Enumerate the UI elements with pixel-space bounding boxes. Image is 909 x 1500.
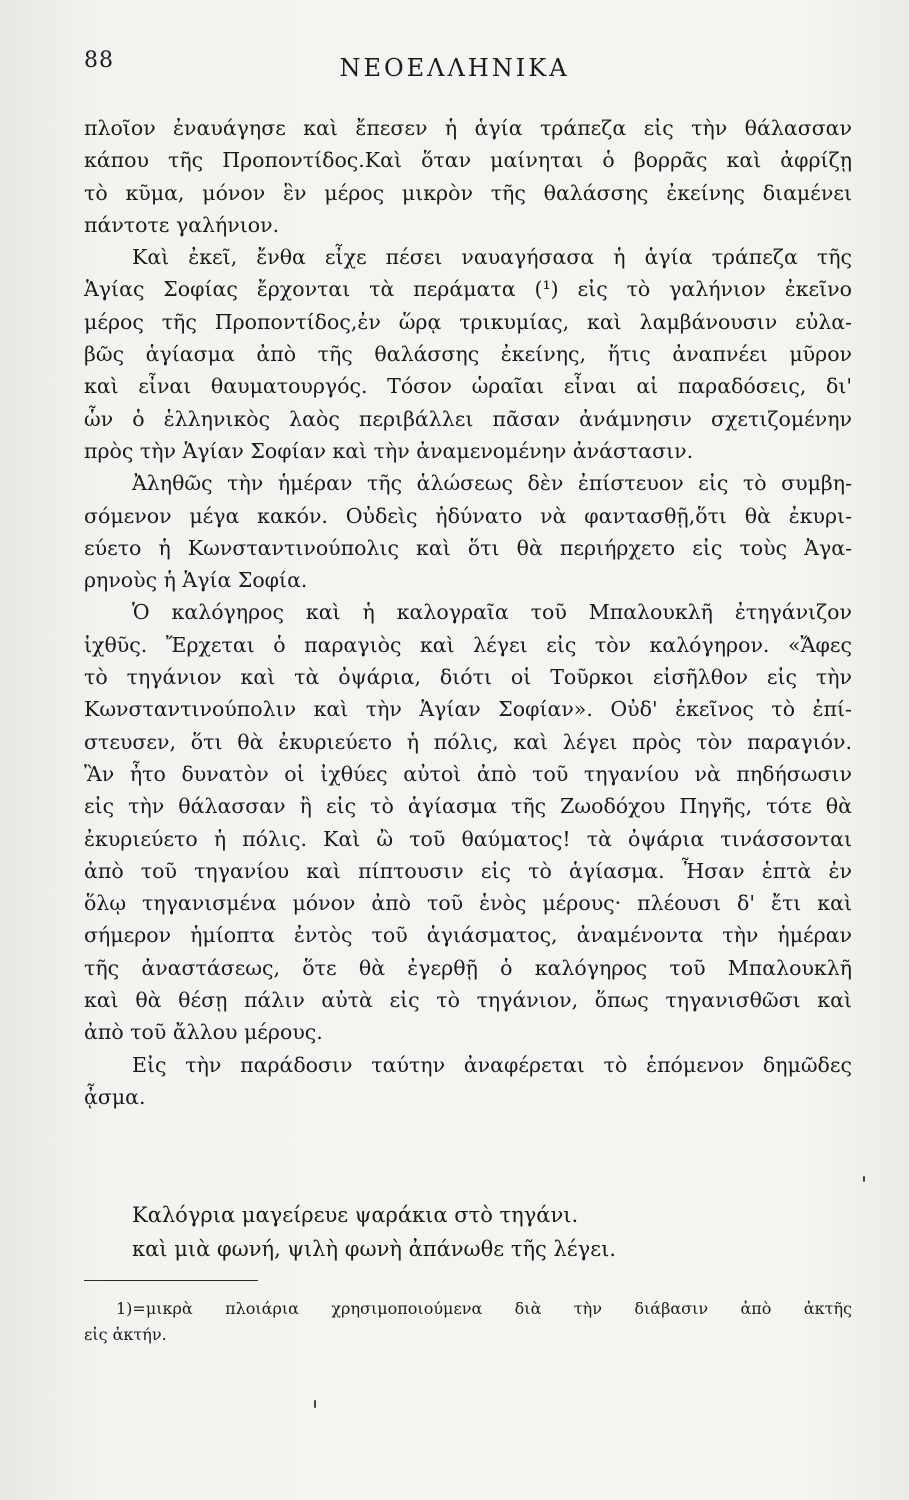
footnote	[84, 1296, 852, 1348]
text-line: τῆς ἀναστάσεως, ὅτε θὰ ἐγερθῇ ὁ καλόγηρος τοῦ Μπαλουκλῆ	[84, 955, 852, 980]
text-line: κάπου τῆς Προποντίδος.Καὶ ὅταν μαίνηται ὁ βορρᾶς καὶ ἀφρίζῃ	[84, 148, 852, 173]
text-line: καὶ εἶναι θαυματουργός. Τόσον ὡραῖαι εἶναι αἱ παραδόσεις, δι'	[84, 374, 852, 399]
footnote-rule	[84, 1280, 258, 1281]
text-line: ἐκυριεύετο ἡ πόλις. Καὶ ὢ τοῦ θαύματος! τὰ ὀψάρια τινάσσονται	[84, 826, 852, 851]
text-line: ὅλῳ τηγανισμένα μόνον ἀπὸ τοῦ ἑνὸς μέρους· πλέουσι δ' ἔτι καὶ	[84, 891, 852, 916]
text-line: ὧν ὁ ἑλληνικὸς λαὸς περιβάλλει πᾶσαν ἀνάμνησιν σχετιζομένην	[84, 406, 852, 431]
folk-song-verse	[132, 1198, 832, 1266]
print-speck	[314, 1400, 316, 1408]
text-line: πάντοτε γαλήνιον.	[84, 212, 280, 237]
text-line: σόμενον μέγα κακόν. Οὐδεὶς ἠδύνατο νὰ φαντασθῇ,ὅτι θὰ ἐκυρι-	[84, 503, 852, 528]
footnote-line: 1)=μικρὰ πλοιάρια χρησιμοποιούμενα διὰ τὴν διάβασιν ἀπὸ ἀκτῆς	[116, 1299, 852, 1318]
text-line: ρηνοὺς ἡ Ἁγία Σοφία.	[84, 568, 308, 593]
text-line: στευσεν, ὅτι θὰ ἐκυριεύετο ἡ πόλις, καὶ λέγει πρὸς τὸν παραγιόν.	[84, 729, 852, 754]
page-header	[0, 48, 909, 88]
text-line: ἰχθῦς. Ἔρχεται ὁ παραγιὸς καὶ λέγει εἰς τὸν καλόγηρον. «Ἄφες	[84, 632, 852, 657]
text-line: Ὁ καλόγηρος καὶ ἡ καλογραῖα τοῦ Μπαλουκλῆ ἐτηγάνιζον	[132, 600, 852, 625]
text-line: εἰς τὴν θάλασσαν ἢ εἰς τὸ ἁγίασμα τῆς Ζωοδόχου Πηγῆς, τότε θὰ	[84, 794, 852, 819]
text-line: Καὶ ἐκεῖ, ἔνθα εἶχε πέσει ναυαγήσασα ἡ ἁγία τράπεζα τῆς	[132, 245, 852, 270]
text-line: τὸ τηγάνιον καὶ τὰ ὀψάρια, διότι οἱ Τοῦρκοι εἰσῆλθον εἰς τὴν	[84, 665, 852, 690]
page-number: 88	[84, 48, 114, 73]
text-line: εύετο ἡ Κωνσταντινούπολις καὶ ὅτι θὰ περιήρχετο εἰς τοὺς Ἀγα-	[84, 535, 852, 560]
running-title: ΝΕΟΕΛΛΗΝΙΚΑ	[339, 54, 570, 82]
verse-line: Καλόγρια μαγείρευε ψαράκια στὸ τηγάνι.	[132, 1203, 579, 1227]
text-line: Εἰς τὴν παράδοσιν ταύτην ἀναφέρεται τὸ ἑπόμενον δημῶδες	[132, 1052, 852, 1077]
text-line: καὶ θὰ θέσῃ πάλιν αὐτὰ εἰς τὸ τηγάνιον, ὅπως τηγανισθῶσι καὶ	[84, 988, 852, 1013]
text-line: ᾆσμα.	[84, 1084, 146, 1109]
print-speck	[863, 1176, 865, 1182]
text-line: Ἁγίας Σοφίας ἔρχονται τὰ περάματα (¹) εἰς τὸ γαλήνιον ἐκεῖνο	[84, 277, 852, 302]
text-line: σήμερον ἡμίοπτα ἐντὸς τοῦ ἁγιάσματος, ἀναμένοντα τὴν ἡμέραν	[84, 923, 852, 948]
text-line: μέρος τῆς Προποντίδος,ἐν ὥρᾳ τρικυμίας, καὶ λαμβάνουσιν εὐλα-	[84, 309, 852, 334]
text-line: βῶς ἁγίασμα ἀπὸ τῆς θαλάσσης ἐκείνης, ἥτις ἀναπνέει μῦρον	[84, 342, 852, 367]
text-line: πλοῖον ἐναυάγησε καὶ ἔπεσεν ἡ ἁγία τράπεζα εἰς τὴν θάλασσαν	[84, 116, 852, 140]
text-line: Ἂν ἦτο δυνατὸν οἱ ἰχθύες αὐτοὶ ἀπὸ τοῦ τηγανίου νὰ πηδήσωσιν	[84, 761, 852, 786]
verse-line: καὶ μιὰ φωνή, ψιλὴ φωνὴ ἀπάνωθε τῆς λέγει.	[132, 1237, 617, 1261]
body-text	[84, 112, 852, 1113]
text-line: Κωνσταντινούπολιν καὶ τὴν Ἁγίαν Σοφίαν». Οὐδ' ἐκεῖνος τὸ ἐπί-	[84, 697, 852, 722]
text-line: ἀπὸ τοῦ τηγανίου καὶ πίπτουσιν εἰς τὸ ἁγίασμα. Ἦσαν ἑπτὰ ἐν	[84, 858, 852, 883]
text-line: πρὸς τὴν Ἁγίαν Σοφίαν καὶ τὴν ἀναμενομένην ἀνάστασιν.	[84, 438, 694, 463]
text-line: τὸ κῦμα, μόνον ἓν μέρος μικρὸν τῆς θαλάσσης ἐκείνης διαμένει	[84, 180, 852, 205]
footnote-line: εἰς ἀκτήν.	[84, 1325, 167, 1344]
text-line: ἀπὸ τοῦ ἄλλου μέρους.	[84, 1020, 323, 1045]
text-line: Ἀληθῶς τὴν ἡμέραν τῆς ἁλώσεως δὲν ἐπίστευον εἰς τὸ συμβη-	[132, 471, 852, 496]
